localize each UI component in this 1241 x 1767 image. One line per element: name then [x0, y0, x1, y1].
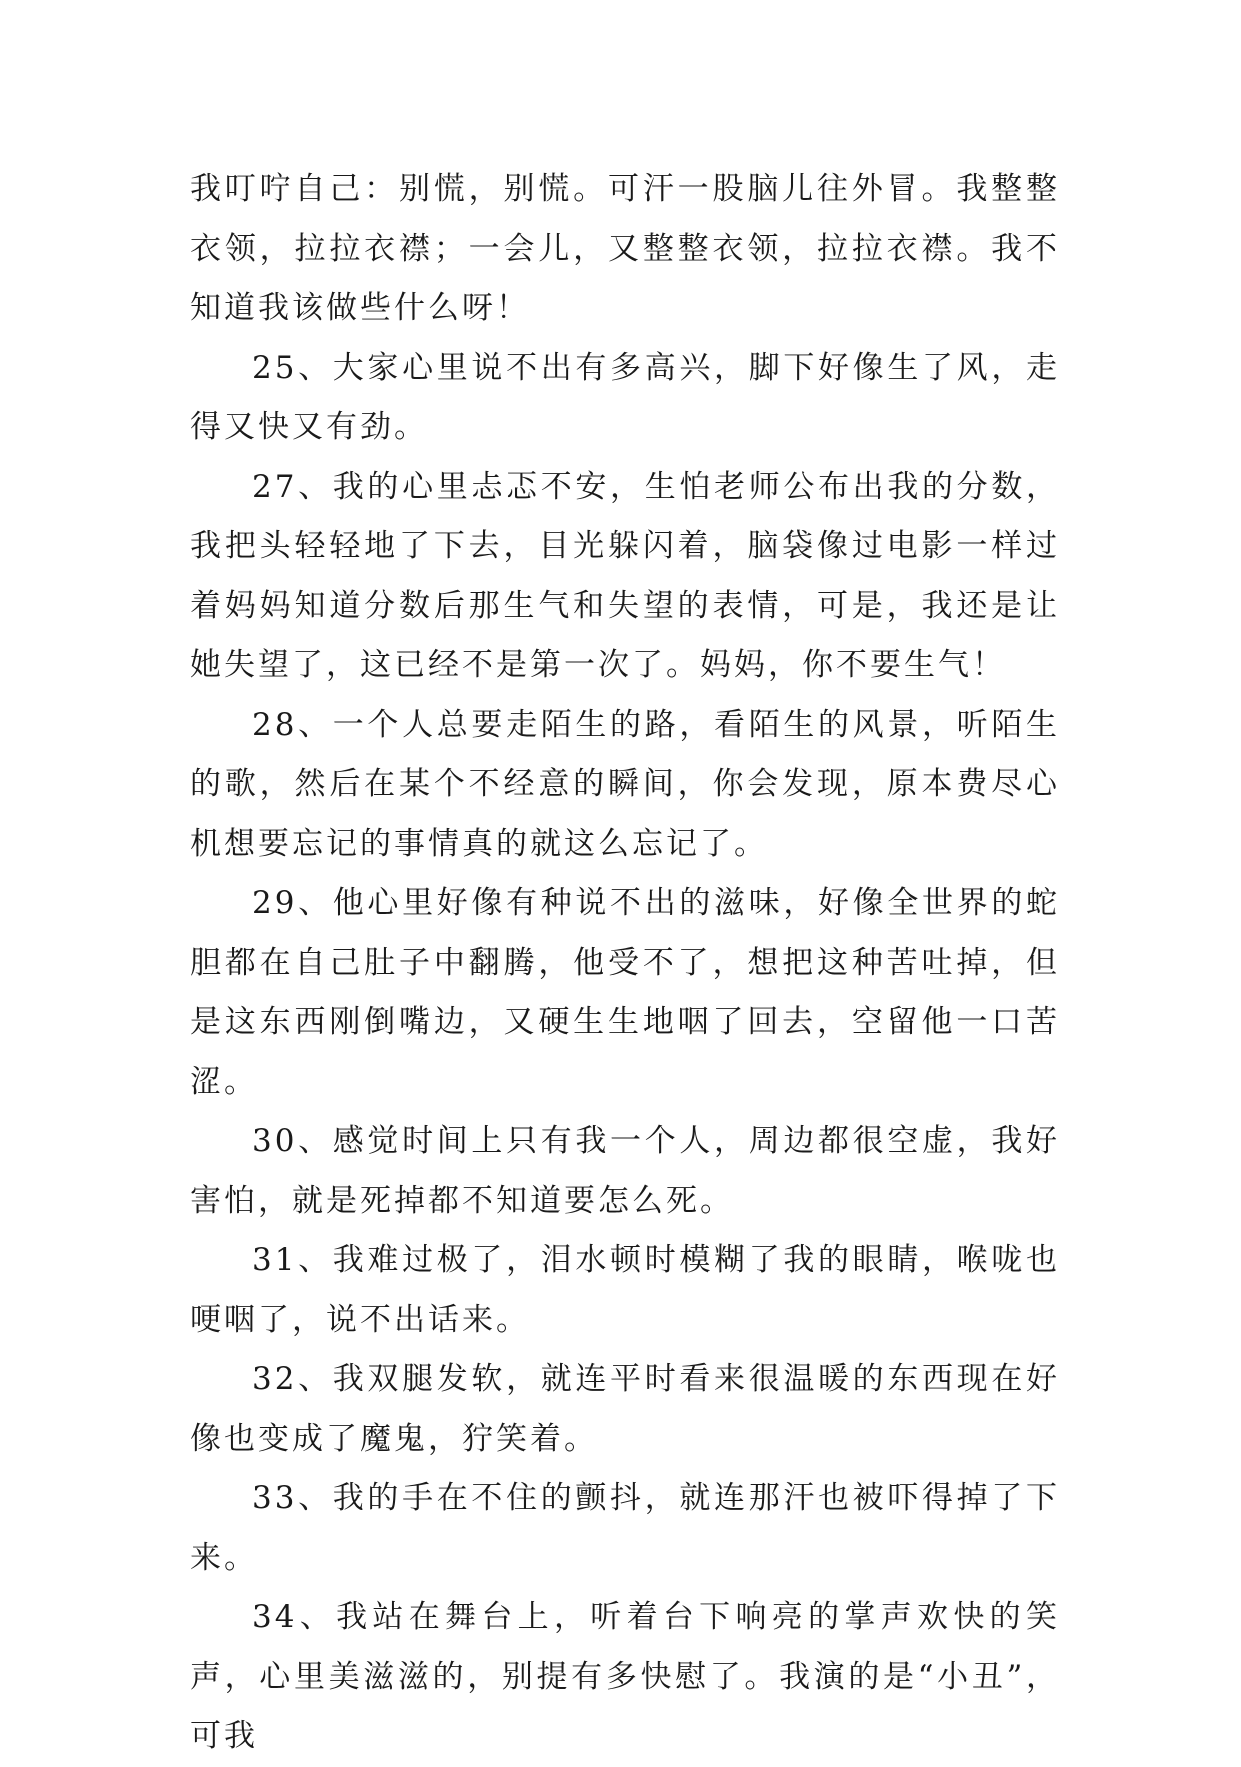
paragraph-27: 27、我的心里忐忑不安，生怕老师公布出我的分数，我把头轻轻地了下去，目光躲闪着，脑袋像过电影一样过着妈妈知道分数后那生气和失望的表情，可是，我还是让她失望了，这已经不是第一次了。妈妈，你不要生气！ — [190, 468, 1060, 683]
paragraph-25: 25、大家心里说不出有多高兴，脚下好像生了风，走得又快又有劲。 — [190, 349, 1060, 445]
document-body — [190, 160, 1060, 1767]
paragraph-33: 33、我的手在不住的颤抖，就连那汗也被吓得掉了下来。 — [190, 1480, 1060, 1576]
paragraph-34: 34、我站在舞台上，听着台下响亮的掌声欢快的笑声，心里美滋滋的，别提有多快慰了。我演的是“小丑”，可我 — [190, 1599, 1060, 1754]
paragraph-continued: 我叮咛自己：别慌，别慌。可汗一股脑儿往外冒。我整整衣领，拉拉衣襟；一会儿，又整整衣领，拉拉衣襟。我不知道我该做些什么呀！ — [190, 171, 1060, 326]
paragraph-30: 30、感觉时间上只有我一个人，周边都很空虚，我好害怕，就是死掉都不知道要怎么死。 — [190, 1123, 1060, 1219]
paragraph-28: 28、一个人总要走陌生的路，看陌生的风景，听陌生的歌，然后在某个不经意的瞬间，你会发现，原本费尽心机想要忘记的事情真的就这么忘记了。 — [190, 706, 1060, 862]
paragraph-29: 29、他心里好像有种说不出的滋味，好像全世界的蛇胆都在自己肚子中翻腾，他受不了，想把这种苦吐掉，但是这东西刚倒嘴边，又硬生生地咽了回去，空留他一口苦涩。 — [190, 885, 1060, 1100]
paragraph-31: 31、我难过极了，泪水顿时模糊了我的眼睛，喉咙也哽咽了，说不出话来。 — [190, 1242, 1060, 1338]
paragraph-32: 32、我双腿发软，就连平时看来很温暖的东西现在好像也变成了魔鬼，狞笑着。 — [190, 1361, 1060, 1457]
